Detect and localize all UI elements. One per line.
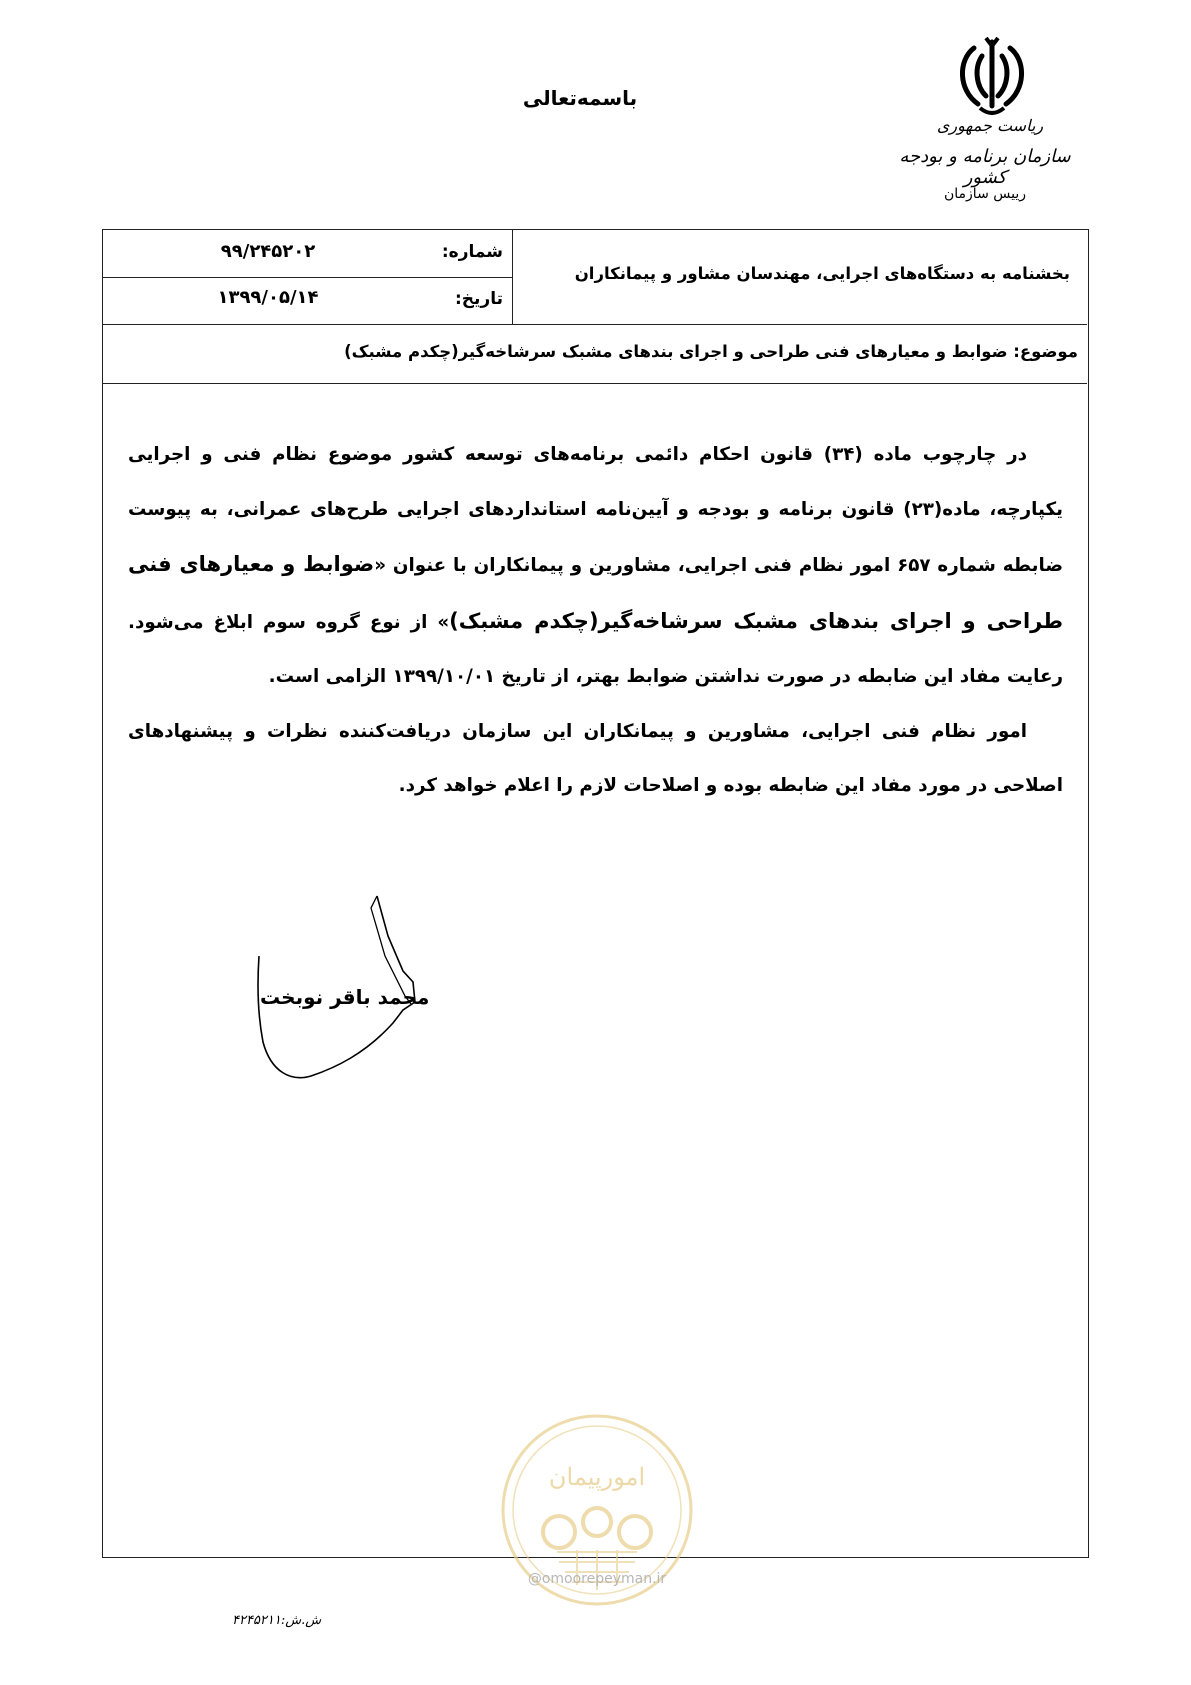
header-bottom-divider (103, 324, 1087, 325)
standard-title-highlight: ضوابط و معیارهای فنی طراحی و اجرای بندهای مشبک سرشاخه‌گیر(چکدم مشبک) (128, 552, 1063, 633)
iran-emblem-icon (952, 34, 1032, 122)
org-line-presidency: ریاست جمهوری (936, 116, 1044, 135)
letter-body (128, 428, 1063, 814)
body-paragraph-1 (128, 428, 1063, 705)
handwritten-signature (253, 886, 473, 1141)
document-code: ش.ش:۴۲۴۵۲۱۱ (232, 1613, 322, 1628)
number-label: شماره: (441, 242, 503, 262)
signer-name: محمد باقر نوبخت (260, 985, 430, 1009)
meta-row-divider (103, 277, 512, 278)
org-line-head: رییس سازمان (944, 186, 1026, 202)
header-column-divider (512, 230, 513, 324)
bismillah-heading: باسمه‌تعالی (522, 86, 638, 110)
paragraph-1-start: در چارچوب ماده (۳۴) قانون احکام دائمی برنامه‌های توسعه کشور موضوع نظام فنی و اجرایی یکپارچه، ماده(۲۳) قانون برنامه و بودجه و آیین‌نامه استانداردهای اجرایی طرح‌های عمرانی، به پیوست ضابطه شماره ۶۵۷ امور نظام فنی اجرایی، مشاورین و پیمانکاران با عنوان « (128, 444, 1064, 576)
recipients-text: بخشنامه به دستگاه‌های اجرایی، مهندسان مشاور و پیمانکاران (574, 264, 1070, 283)
website-watermark: @omoorepeyman.ir (527, 1571, 667, 1587)
body-paragraph-2: امور نظام فنی اجرایی، مشاورین و پیمانکاران این سازمان دریافت‌کننده نظرات و پیشنهادهای اصلاحی در مورد مفاد این ضابطه بوده و اصلاحات لازم را اعلام خواهد کرد. (128, 720, 1063, 796)
subject-text: موضوع: ضوابط و معیارهای فنی طراحی و اجرای بندهای مشبک سرشاخه‌گیر(چکدم مشبک) (344, 342, 1078, 361)
date-label: تاریخ: (455, 289, 503, 309)
date-value: ۱۳۹۹/۰۵/۱۴ (217, 287, 319, 308)
paragraph-1-end: » از نوع گروه سوم ابلاغ می‌شود. رعایت مفاد این ضابطه در صورت نداشتن ضوابط بهتر، از تاریخ ۱۳۹۹/۱۰/۰۱ الزامی است. (128, 611, 1063, 687)
subject-bottom-divider (103, 383, 1087, 384)
stamp-text: امورپیمان (548, 1463, 646, 1491)
number-value: ۹۹/۲۴۵۲۰۲ (220, 241, 316, 262)
org-line-organization: سازمان برنامه و بودجه کشور (899, 146, 1071, 188)
